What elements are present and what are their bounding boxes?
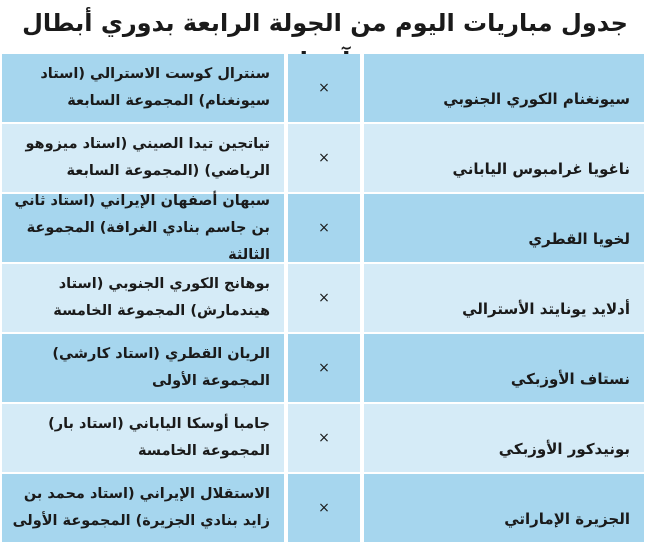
home-team-cell: أدلايد يونايتد الأسترالي	[364, 264, 644, 332]
home-team-cell: الجزيرة الإماراتي	[364, 474, 644, 542]
away-team-cell: تياتجين تيدا الصيني (استاد ميزوهو الرياضي) (المجموعة السابعة	[2, 124, 284, 192]
table-row	[2, 474, 644, 542]
table-row	[2, 54, 644, 122]
table-row	[2, 194, 644, 262]
home-team-cell: نستاف الأوزبكي	[364, 334, 644, 402]
table-row	[2, 264, 644, 332]
table-row	[2, 124, 644, 192]
home-team-cell: سيونغنام الكوري الجنوبي	[364, 54, 644, 122]
page-title: جدول مباريات اليوم من الجولة الرابعة بدوري أبطال	[22, 9, 628, 37]
versus-cell: ×	[288, 124, 360, 192]
home-team-cell: لخويا القطري	[364, 194, 644, 262]
versus-cell: ×	[288, 194, 360, 262]
versus-cell: ×	[288, 54, 360, 122]
home-team-cell: ناغويا غرامبوس الياباني	[364, 124, 644, 192]
away-team-cell: بوهانج الكوري الجنوبي (استاد هيندمارش) المجموعة الخامسة	[2, 264, 284, 332]
home-team-cell: بونيدكور الأوزبكي	[364, 404, 644, 472]
versus-cell: ×	[288, 474, 360, 542]
away-team-cell: سنترال كوست الاسترالي (استاد سيونغنام) المجموعة السابعة	[2, 54, 284, 122]
versus-cell: ×	[288, 264, 360, 332]
away-team-cell: سبهان أصفهان الإيراني (استاد ثاني بن جاسم بنادي الغرافة) المجموعة الثالثة	[2, 194, 284, 262]
table-row	[2, 334, 644, 402]
versus-cell: ×	[288, 334, 360, 402]
away-team-cell: الاستقلال الإيراني (استاد محمد بن زايد بنادي الجزيرة) المجموعة الأولى	[2, 474, 284, 542]
matches-table	[2, 54, 644, 546]
away-team-cell: جامبا أوسكا الياباني (استاد بار) المجموعة الخامسة	[2, 404, 284, 472]
away-team-cell: الريان القطري (استاد كارشي) المجموعة الأولى	[2, 334, 284, 402]
table-row	[2, 404, 644, 472]
versus-cell: ×	[288, 404, 360, 472]
